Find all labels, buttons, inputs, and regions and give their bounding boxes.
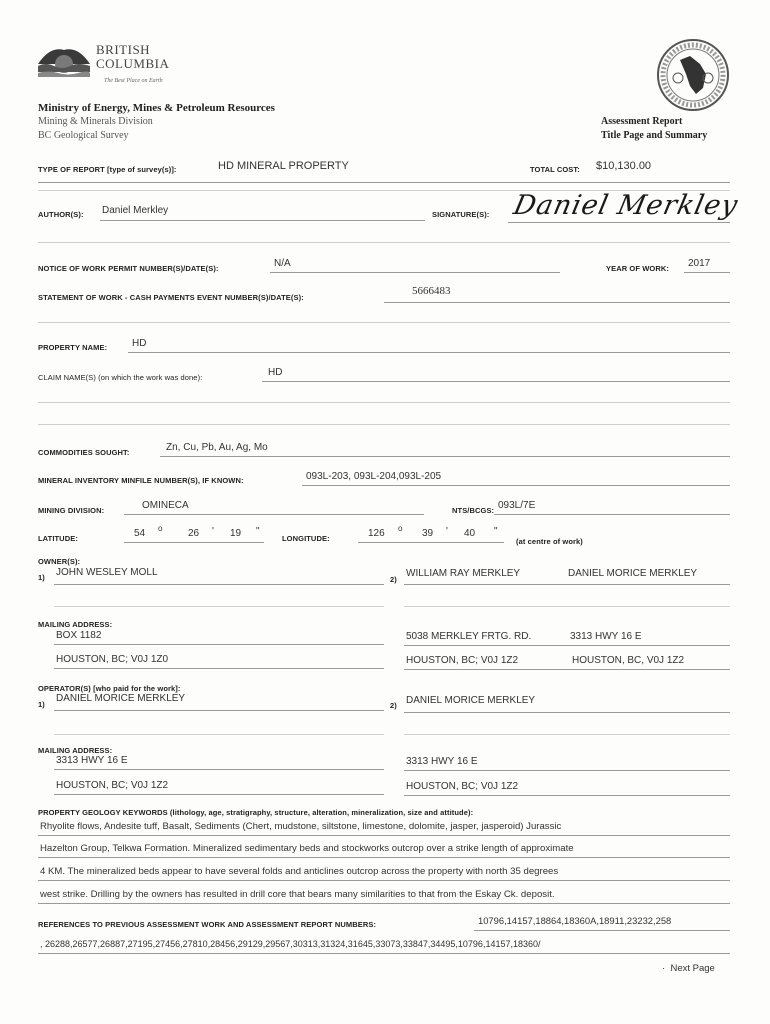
claim-names-label: CLAIM NAME(S) (on which the work was done): <box>38 373 203 382</box>
latitude-deg-symbol: o <box>158 524 163 533</box>
operator-2-name: DANIEL MORICE MERKLEY <box>406 695 536 706</box>
bc-logo-icon <box>36 42 92 78</box>
operator-2-address-line1: 3313 HWY 16 E <box>406 756 478 767</box>
latitude-sec-symbol: " <box>256 526 260 537</box>
next-page-label: Next Page <box>670 963 715 974</box>
latitude-degrees: 54 <box>134 528 146 539</box>
longitude-seconds: 40 <box>464 528 476 539</box>
longitude-label: LONGITUDE: <box>282 534 330 543</box>
authors-value: Daniel Merkley <box>102 205 169 216</box>
operator-2-address-line2: HOUSTON, BC; V0J 1Z2 <box>406 781 519 792</box>
owner-2a-address-line2: HOUSTON, BC; V0J 1Z2 <box>406 655 519 666</box>
division-name: Mining & Minerals Division <box>38 116 153 127</box>
operator-1-number: 1) <box>38 700 45 709</box>
owner-2b-address-line1: 3313 HWY 16 E <box>570 631 642 642</box>
geology-line-4: west strike. Drilling by the owners has resulted in drill core that bears many similarities to that from the Eskay Ck. deposit. <box>40 889 555 900</box>
geology-line-3: 4 KM. The mineralized beds appear to have several folds and anticlines outcrop across the property with north 35 degrees <box>40 866 559 877</box>
report-title: Assessment Report <box>601 116 683 127</box>
nts-value: 093L/7E <box>498 500 536 511</box>
longitude-degrees: 126 <box>368 528 385 539</box>
notice-of-work-label: NOTICE OF WORK PERMIT NUMBER(S)/DATE(S): <box>38 264 219 273</box>
minfile-label: MINERAL INVENTORY MINFILE NUMBER(S), IF KNOWN: <box>38 476 244 485</box>
property-name-value: HD <box>132 338 147 349</box>
owner-2-number: 2) <box>390 575 397 584</box>
mining-division-label: MINING DIVISION: <box>38 506 105 515</box>
latitude-min-symbol: ' <box>212 526 214 537</box>
operators-label: OPERATOR(S) [who paid for the work]: <box>38 684 181 693</box>
geology-line-2: Hazelton Group, Telkwa Formation. Mineralized sedimentary beds and stockworks outcrop over a strike length of approximate <box>40 843 574 854</box>
logo-tagline: The Best Place on Earth <box>104 78 163 84</box>
latitude-label: LATITUDE: <box>38 534 78 543</box>
operator-1-name: DANIEL MORICE MERKLEY <box>56 693 186 704</box>
references-line-2: , 26288,26577,26887,27195,27456,27810,28456,29129,29567,30313,31324,31645,33073,33847,34495,10796,14157,18360/ <box>40 939 541 949</box>
owners-mailing-label: MAILING ADDRESS: <box>38 620 113 629</box>
total-cost-label: TOTAL COST: <box>530 165 580 174</box>
logo-line1: BRITISH <box>96 42 151 57</box>
seal-icon <box>656 38 730 112</box>
mining-division-value: OMINECA <box>142 500 189 511</box>
latitude-seconds: 19 <box>230 528 242 539</box>
commodities-value: Zn, Cu, Pb, Au, Ag, Mo <box>166 442 268 453</box>
longitude-deg-symbol: o <box>398 524 403 533</box>
year-of-work-value: 2017 <box>688 258 711 269</box>
geology-line-1: Rhyolite flows, Andesite tuff, Basalt, Sediments (Chert, mudstone, siltstone, limestone, dolomite, jasper, jasperoid) Jurassic <box>40 821 562 832</box>
type-of-report-value: HD MINERAL PROPERTY <box>218 160 349 172</box>
owner-1-name: JOHN WESLEY MOLL <box>56 567 158 578</box>
operator-1-address-line1: 3313 HWY 16 E <box>56 755 128 766</box>
geology-keywords-label: PROPERTY GEOLOGY KEYWORDS (lithology, age, stratigraphy, structure, alteration, mineralization, size and attitude): <box>38 808 474 817</box>
references-label: REFERENCES TO PREVIOUS ASSESSMENT WORK AND ASSESSMENT REPORT NUMBERS: <box>38 920 377 929</box>
logo-line2: COLUMBIA <box>96 56 170 71</box>
operators-mailing-label: MAILING ADDRESS: <box>38 746 113 755</box>
type-of-report-label: TYPE OF REPORT [type of survey(s)]: <box>38 165 177 174</box>
bullet-icon: · <box>662 963 671 974</box>
statement-of-work-value: 5666483 <box>412 285 451 297</box>
owner-1-address-line1: BOX 1182 <box>56 630 102 641</box>
authors-label: AUTHOR(S): <box>38 210 84 219</box>
longitude-minutes: 39 <box>422 528 434 539</box>
latitude-minutes: 26 <box>188 528 200 539</box>
centre-of-work-note: (at centre of work) <box>516 537 583 546</box>
property-name-label: PROPERTY NAME: <box>38 343 108 352</box>
survey-name: BC Geological Survey <box>38 130 129 141</box>
commodities-label: COMMODITIES SOUGHT: <box>38 448 130 457</box>
longitude-min-symbol: ' <box>446 526 448 537</box>
geological-survey-seal <box>656 38 730 112</box>
total-cost-value: $10,130.00 <box>596 160 652 172</box>
owners-label: OWNER(S): <box>38 557 81 566</box>
owner-2a-name: WILLIAM RAY MERKLEY <box>406 568 521 579</box>
longitude-sec-symbol: " <box>494 526 498 537</box>
references-line-1: 10796,14157,18864,18360A,18911,23232,258 <box>478 915 672 926</box>
signature-label: SIGNATURE(S): <box>432 210 490 219</box>
operator-2-number: 2) <box>390 701 397 710</box>
owner-2a-address-line1: 5038 MERKLEY FRTG. RD. <box>406 631 532 642</box>
owner-1-address-line2: HOUSTON, BC; V0J 1Z0 <box>56 654 169 665</box>
owner-2b-name: DANIEL MORICE MERKLEY <box>568 568 698 579</box>
bc-logo <box>36 40 186 90</box>
next-page-link[interactable] <box>662 963 715 974</box>
operator-1-address-line2: HOUSTON, BC; V0J 1Z2 <box>56 780 169 791</box>
owner-1-number: 1) <box>38 573 45 582</box>
notice-of-work-value: N/A <box>274 258 291 269</box>
report-subtitle: Title Page and Summary <box>601 130 708 141</box>
signature-value: Daniel Merkley <box>510 190 742 221</box>
nts-label: NTS/BCGS: <box>452 506 495 515</box>
ministry-name: Ministry of Energy, Mines & Petroleum Resources <box>38 102 275 114</box>
year-of-work-label: YEAR OF WORK: <box>606 264 669 273</box>
minfile-value: 093L-203, 093L-204,093L-205 <box>306 471 442 482</box>
statement-of-work-label: STATEMENT OF WORK - CASH PAYMENTS EVENT NUMBER(S)/DATE(S): <box>38 293 304 302</box>
claim-names-value: HD <box>268 367 283 378</box>
owner-2b-address-line2: HOUSTON, BC, V0J 1Z2 <box>572 655 685 666</box>
